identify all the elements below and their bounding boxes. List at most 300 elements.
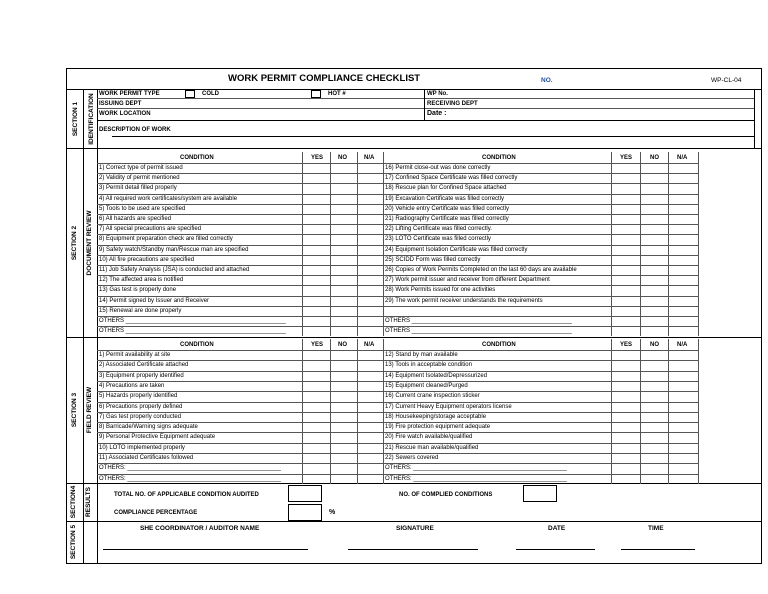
na-cell[interactable] <box>358 413 382 421</box>
yes-cell[interactable] <box>303 392 329 400</box>
no-cell[interactable] <box>641 164 667 172</box>
yes-cell[interactable] <box>303 464 329 472</box>
no-cell[interactable] <box>641 433 667 441</box>
condition-item-left: 5) Tools to be used are specified <box>99 205 186 212</box>
yes-header-left: YES <box>311 155 324 161</box>
yes-cell[interactable] <box>303 174 329 182</box>
coordinator-line[interactable] <box>103 549 308 550</box>
yes-cell[interactable] <box>303 433 329 441</box>
na-cell[interactable] <box>358 444 382 452</box>
condition-item-left: 15) Renewal are done properly <box>99 307 182 314</box>
yes-cell[interactable] <box>612 266 639 274</box>
na-cell[interactable] <box>358 351 382 359</box>
no-cell[interactable] <box>331 276 356 284</box>
compliance-percentage-box[interactable] <box>288 504 322 521</box>
yes-cell[interactable] <box>612 403 639 411</box>
no-cell[interactable] <box>331 205 356 213</box>
no-cell[interactable] <box>331 307 356 315</box>
condition-item-left: 8) Equipment preparation check are filled correctly <box>99 236 233 243</box>
no-cell[interactable] <box>641 266 667 274</box>
yes-cell[interactable] <box>612 225 639 233</box>
na-cell[interactable] <box>669 246 697 254</box>
receiving-dept-label: RECEIVING DEPT <box>427 101 478 107</box>
wp-number-label: WP No. <box>427 91 448 97</box>
no-cell[interactable] <box>641 246 667 254</box>
condition-item-right: 22) Lifting Certificate was filled correctly. <box>385 226 492 233</box>
yes-cell[interactable] <box>303 235 329 243</box>
no-cell[interactable] <box>641 215 667 223</box>
condition-item-left: 11) Job Safety Analysis (JSA) is conducted and attached <box>99 267 250 273</box>
na-cell[interactable] <box>358 433 382 441</box>
na-cell[interactable] <box>669 327 697 335</box>
condition-item-left: 12) The affected area is notified <box>99 277 184 284</box>
na-cell[interactable] <box>669 174 697 182</box>
yes-cell[interactable] <box>303 205 329 213</box>
condition-item-right: OTHERS: ______________________________________________ <box>385 475 567 482</box>
condition-item-left: 11) Associated Certificates followed <box>99 455 194 461</box>
condition-item-left: 3) Equipment properly identified <box>99 372 184 379</box>
condition-item-right: 20) Vehicle entry Certificate was filled correctly <box>385 205 510 212</box>
condition-item-right: 28) Work Permits issued for one activities <box>385 287 496 294</box>
form-title: WORK PERMIT COMPLIANCE CHECKLIST <box>228 73 421 84</box>
condition-item-right: 14) Equipment Isolated/Depressurized <box>385 372 488 379</box>
date-heading: DATE <box>548 525 566 532</box>
results-label: RESULTS <box>85 487 92 517</box>
condition-item-right: 27) Work permit issuer and receiver from different Department <box>385 277 550 284</box>
hot-label: HOT # <box>328 91 346 97</box>
na-cell[interactable] <box>669 256 697 264</box>
yes-cell[interactable] <box>612 475 639 483</box>
yes-cell[interactable] <box>612 413 639 421</box>
total-conditions-box[interactable] <box>288 485 322 502</box>
grid-header-line <box>97 163 698 164</box>
na-cell[interactable] <box>358 235 382 243</box>
yes-cell[interactable] <box>303 423 329 431</box>
no-cell[interactable] <box>641 361 667 369</box>
condition-header-right: CONDITION <box>482 342 516 348</box>
no-cell[interactable] <box>331 317 356 325</box>
no-cell[interactable] <box>641 225 667 233</box>
signature-label: SIGNATURE <box>396 525 434 532</box>
yes-cell[interactable] <box>612 423 639 431</box>
no-header-right: NO <box>650 155 659 161</box>
na-cell[interactable] <box>669 413 697 421</box>
permit-type-label: WORK PERMIT TYPE <box>99 91 160 97</box>
yes-cell[interactable] <box>612 327 639 335</box>
condition-item-left: 5) Hazards properly identified <box>99 393 178 400</box>
yes-cell[interactable] <box>303 413 329 421</box>
no-cell[interactable] <box>331 297 356 305</box>
yes-header-left: YES <box>311 342 324 348</box>
yes-cell[interactable] <box>303 184 329 192</box>
condition-item-left: 7) All special precautions are specified <box>99 226 202 233</box>
no-cell[interactable] <box>641 351 667 359</box>
condition-item-right: 18) Housekeeping/storage acceptable <box>385 413 487 420</box>
yes-cell[interactable] <box>303 351 329 359</box>
section4-label: SECTION4 <box>70 485 77 519</box>
na-cell[interactable] <box>358 297 382 305</box>
na-cell[interactable] <box>669 215 697 223</box>
no-cell[interactable] <box>641 413 667 421</box>
condition-header-left: CONDITION <box>180 155 214 161</box>
yes-cell[interactable] <box>303 327 329 335</box>
na-cell[interactable] <box>669 225 697 233</box>
na-cell[interactable] <box>358 225 382 233</box>
number-label: NO. <box>541 77 553 84</box>
condition-item-right: OTHERS ________________________________________________ <box>385 318 572 324</box>
no-cell[interactable] <box>331 413 356 421</box>
yes-cell[interactable] <box>612 174 639 182</box>
yes-cell[interactable] <box>612 351 639 359</box>
section3-divider <box>66 483 762 484</box>
condition-item-right: 20) Fire watch available/qualified <box>385 434 473 441</box>
yes-cell[interactable] <box>303 215 329 223</box>
no-cell[interactable] <box>641 317 667 325</box>
no-cell[interactable] <box>641 184 667 192</box>
condition-item-left: 2) Validity of permit mentioned <box>99 175 180 182</box>
na-cell[interactable] <box>669 351 697 359</box>
condition-item-right: 19) Fire protection equipment adequate <box>385 424 491 431</box>
na-cell[interactable] <box>669 317 697 325</box>
yes-cell[interactable] <box>303 256 329 264</box>
na-cell[interactable] <box>669 195 697 203</box>
work-location-label: WORK LOCATION <box>99 111 151 117</box>
no-cell[interactable] <box>641 372 667 380</box>
hot-checkbox[interactable] <box>311 90 321 98</box>
na-cell[interactable] <box>358 205 382 213</box>
na-cell[interactable] <box>358 246 382 254</box>
na-cell[interactable] <box>358 184 382 192</box>
na-cell[interactable] <box>358 392 382 400</box>
na-cell[interactable] <box>669 454 697 462</box>
no-cell[interactable] <box>641 276 667 284</box>
coordinator-label: SHE COORDINATOR / AUDITOR NAME <box>140 525 260 532</box>
condition-item-right: 21) Radiography Certificate was filled correctly <box>385 216 509 222</box>
no-cell[interactable] <box>331 382 356 390</box>
issuing-dept-label: ISSUING DEPT <box>99 101 142 107</box>
condition-item-left: 7) Gas test properly conducted <box>99 413 182 420</box>
section5-label: SECTION 5 <box>70 524 77 560</box>
yes-cell[interactable] <box>612 215 639 223</box>
no-cell[interactable] <box>331 454 356 462</box>
condition-item-left: 6) Precautions properly defined <box>99 403 183 410</box>
na-header-right: N/A <box>677 155 688 161</box>
no-cell[interactable] <box>641 327 667 335</box>
yes-cell[interactable] <box>612 235 639 243</box>
section2-label: SECTION 2 <box>71 225 78 261</box>
yes-cell[interactable] <box>303 297 329 305</box>
yes-cell[interactable] <box>303 246 329 254</box>
na-cell[interactable] <box>669 382 697 390</box>
date-label: Date : <box>427 110 447 117</box>
condition-header-left: CONDITION <box>180 342 214 348</box>
complied-conditions-label: NO. OF COMPLIED CONDITIONS <box>399 492 493 498</box>
grid-header-line <box>97 350 698 351</box>
no-cell[interactable] <box>331 195 356 203</box>
condition-item-right: 26) Copies of Work Permits Completed on the last 60 days are available <box>385 267 577 273</box>
yes-cell[interactable] <box>612 184 639 192</box>
no-cell[interactable] <box>641 382 667 390</box>
no-cell[interactable] <box>641 475 667 483</box>
yes-cell[interactable] <box>303 195 329 203</box>
no-cell[interactable] <box>641 403 667 411</box>
condition-item-left: OTHERS ________________________________________________ <box>99 328 286 335</box>
yes-cell[interactable] <box>303 454 329 462</box>
yes-cell[interactable] <box>612 361 639 369</box>
yes-cell[interactable] <box>303 475 329 483</box>
na-cell[interactable] <box>358 382 382 390</box>
yes-cell[interactable] <box>612 246 639 254</box>
condition-item-right: 21) Rescue man available/qualified <box>385 444 479 451</box>
no-cell[interactable] <box>641 205 667 213</box>
yes-cell[interactable] <box>303 403 329 411</box>
condition-item-right: OTHERS: ______________________________________________ <box>385 465 567 472</box>
time-line[interactable] <box>621 549 695 550</box>
na-cell[interactable] <box>358 423 382 431</box>
no-cell[interactable] <box>331 327 356 335</box>
no-cell[interactable] <box>331 235 356 243</box>
grid-row-line <box>383 306 698 307</box>
na-cell[interactable] <box>669 266 697 274</box>
no-cell[interactable] <box>641 286 667 294</box>
yes-cell[interactable] <box>612 164 639 172</box>
condition-item-left: 6) All hazards are specified <box>99 216 172 222</box>
yes-cell[interactable] <box>612 392 639 400</box>
na-header-right: N/A <box>677 342 688 348</box>
form-code: WP-CL-04 <box>711 77 742 84</box>
na-cell[interactable] <box>358 327 382 335</box>
condition-item-right: 12) Stand by man available <box>385 352 458 358</box>
na-cell[interactable] <box>669 235 697 243</box>
time-heading: TIME <box>648 525 664 532</box>
yes-cell[interactable] <box>612 433 639 441</box>
na-cell[interactable] <box>358 454 382 462</box>
no-cell[interactable] <box>641 423 667 431</box>
yes-cell[interactable] <box>612 256 639 264</box>
condition-item-right: 25) SCIDD Form was filled correctly <box>385 256 481 263</box>
na-cell[interactable] <box>669 297 697 305</box>
na-cell[interactable] <box>669 361 697 369</box>
na-cell[interactable] <box>669 205 697 213</box>
cold-checkbox[interactable] <box>185 90 195 98</box>
grid-column-line <box>698 152 699 336</box>
condition-item-left: 10) All fire precautions are specified <box>99 256 195 263</box>
yes-cell[interactable] <box>303 276 329 284</box>
na-cell[interactable] <box>669 444 697 452</box>
na-cell[interactable] <box>358 403 382 411</box>
condition-item-right: 17) Confined Space Certificate was filled correctly <box>385 175 518 182</box>
no-header-left: NO <box>338 342 347 348</box>
condition-item-left: 4) All required work certificates/system are available <box>99 195 238 202</box>
no-cell[interactable] <box>331 361 356 369</box>
no-cell[interactable] <box>641 297 667 305</box>
no-cell[interactable] <box>641 392 667 400</box>
yes-header-right: YES <box>620 155 633 161</box>
na-cell[interactable] <box>358 475 382 483</box>
na-cell[interactable] <box>669 433 697 441</box>
condition-item-right: 24) Equipment Isolation Certificate was filled correctly <box>385 246 528 253</box>
na-cell[interactable] <box>358 286 382 294</box>
condition-item-right: 19) Excavation Certificate was filled correctly <box>385 195 505 202</box>
na-cell[interactable] <box>669 475 697 483</box>
document-review-label: DOCUMENT REVIEW <box>86 210 93 276</box>
na-cell[interactable] <box>358 317 382 325</box>
yes-cell[interactable] <box>612 454 639 462</box>
section4-divider <box>66 521 762 522</box>
grid-column-line <box>698 339 699 484</box>
no-cell[interactable] <box>641 464 667 472</box>
no-cell[interactable] <box>331 266 356 274</box>
condition-item-left: 13) Gas test is properly done <box>99 287 177 294</box>
condition-item-left: 1) Correct type of permit issued <box>99 165 183 171</box>
no-cell[interactable] <box>331 351 356 359</box>
yes-cell[interactable] <box>612 317 639 325</box>
condition-item-left: 8) Barricade/Warning signs adequate <box>99 424 198 431</box>
yes-cell[interactable] <box>303 286 329 294</box>
condition-item-left: 4) Precautions are taken <box>99 382 165 389</box>
na-header-left: N/A <box>364 155 375 161</box>
title-divider <box>66 89 762 90</box>
condition-header-right: CONDITION <box>482 155 516 161</box>
yes-cell[interactable] <box>303 361 329 369</box>
condition-item-right: 16) Permit close-out was done correctly <box>385 165 491 171</box>
yes-cell[interactable] <box>612 382 639 390</box>
no-cell[interactable] <box>331 225 356 233</box>
na-cell[interactable] <box>669 464 697 472</box>
condition-item-left: 9) Personal Protective Equipment adequate <box>99 434 216 441</box>
no-cell[interactable] <box>331 215 356 223</box>
condition-item-right: 13) Tools in acceptable condition <box>385 362 472 369</box>
yes-cell[interactable] <box>612 444 639 452</box>
condition-item-left: 1) Permit availability at site <box>99 352 171 358</box>
na-cell[interactable] <box>669 184 697 192</box>
no-cell[interactable] <box>331 464 356 472</box>
no-cell[interactable] <box>331 423 356 431</box>
complied-conditions-box[interactable] <box>523 485 557 502</box>
no-cell[interactable] <box>331 372 356 380</box>
yes-cell[interactable] <box>303 372 329 380</box>
no-cell[interactable] <box>331 286 356 294</box>
no-cell[interactable] <box>331 184 356 192</box>
no-header-left: NO <box>338 155 347 161</box>
date-line[interactable] <box>516 549 595 550</box>
condition-item-right: 23) LOTO Certificate was filled correctly <box>385 236 491 243</box>
no-header-right: NO <box>650 342 659 348</box>
no-cell[interactable] <box>331 164 356 172</box>
total-conditions-label: TOTAL NO. OF APPLICABLE CONDITION AUDITED <box>114 492 259 498</box>
yes-cell[interactable] <box>303 266 329 274</box>
section1-label: SECTION 1 <box>72 101 79 137</box>
condition-item-left: OTHERS: ______________________________________________ <box>99 475 281 482</box>
na-header-left: N/A <box>364 342 375 348</box>
yes-cell[interactable] <box>303 164 329 172</box>
condition-item-right: 17) Current Heavy Equipment operators license <box>385 403 512 410</box>
na-cell[interactable] <box>669 276 697 284</box>
no-cell[interactable] <box>331 256 356 264</box>
section2-divider <box>66 337 762 338</box>
na-cell[interactable] <box>669 423 697 431</box>
condition-item-right: 22) Sewers covered <box>385 455 439 461</box>
na-cell[interactable] <box>669 286 697 294</box>
identification-label: IDENTIFICATION <box>88 93 95 145</box>
yes-cell[interactable] <box>303 225 329 233</box>
na-cell[interactable] <box>669 403 697 411</box>
condition-item-left: 14) Permit signed by Issuer and Receiver <box>99 297 210 304</box>
yes-cell[interactable] <box>612 372 639 380</box>
na-cell[interactable] <box>358 307 382 315</box>
condition-item-left: 3) Permit detail filled properly <box>99 185 177 192</box>
no-cell[interactable] <box>331 444 356 452</box>
no-cell[interactable] <box>331 475 356 483</box>
condition-item-right: 29) The work permit receiver understands the requirements <box>385 297 543 304</box>
yes-cell[interactable] <box>612 205 639 213</box>
na-cell[interactable] <box>669 392 697 400</box>
yes-cell[interactable] <box>303 382 329 390</box>
yes-cell[interactable] <box>612 276 639 284</box>
condition-item-left: OTHERS: ______________________________________________ <box>99 465 281 472</box>
condition-item-right: OTHERS ________________________________________________ <box>385 328 572 335</box>
no-cell[interactable] <box>331 392 356 400</box>
description-label: DESCRIPTION OF WORK <box>99 127 171 133</box>
condition-item-right: 18) Rescue plan for Confined Space attached <box>385 185 507 192</box>
no-cell[interactable] <box>641 195 667 203</box>
compliance-percentage-label: COMPLIANCE PERCENTAGE <box>114 510 198 516</box>
no-cell[interactable] <box>331 174 356 182</box>
yes-cell[interactable] <box>612 286 639 294</box>
na-cell[interactable] <box>358 361 382 369</box>
cold-label: COLD <box>202 91 219 97</box>
no-cell[interactable] <box>641 454 667 462</box>
no-cell[interactable] <box>331 403 356 411</box>
no-cell[interactable] <box>331 246 356 254</box>
na-cell[interactable] <box>358 174 382 182</box>
na-cell[interactable] <box>358 266 382 274</box>
section1-divider <box>66 148 762 149</box>
yes-cell[interactable] <box>612 464 639 472</box>
condition-item-left: OTHERS ________________________________________________ <box>99 318 286 324</box>
na-cell[interactable] <box>358 372 382 380</box>
na-cell[interactable] <box>358 164 382 172</box>
na-cell[interactable] <box>669 164 697 172</box>
na-cell[interactable] <box>358 215 382 223</box>
signature-line[interactable] <box>348 549 478 550</box>
section-column-divider <box>83 89 84 564</box>
condition-item-right: 15) Equipment cleaned/Purged <box>385 382 468 389</box>
na-cell[interactable] <box>358 256 382 264</box>
yes-cell[interactable] <box>612 195 639 203</box>
no-cell[interactable] <box>641 235 667 243</box>
yes-cell[interactable] <box>303 444 329 452</box>
section3-label: SECTION 3 <box>71 392 78 428</box>
condition-item-left: 10) LOTO implemented properly <box>99 444 185 451</box>
condition-item-left: 9) Safety watch/Standby man/Rescue man are specified <box>99 246 249 253</box>
no-cell[interactable] <box>641 174 667 182</box>
yes-header-right: YES <box>620 342 633 348</box>
no-cell[interactable] <box>331 433 356 441</box>
na-cell[interactable] <box>669 372 697 380</box>
na-cell[interactable] <box>358 276 382 284</box>
condition-item-right: 16) Current crane inspection sticker <box>385 393 480 400</box>
yes-cell[interactable] <box>303 307 329 315</box>
na-cell[interactable] <box>358 464 382 472</box>
no-cell[interactable] <box>641 256 667 264</box>
condition-item-left: 2) Associated Certificate attached <box>99 362 189 369</box>
yes-cell[interactable] <box>303 317 329 325</box>
na-cell[interactable] <box>358 195 382 203</box>
percent-sign: % <box>329 509 336 516</box>
yes-cell[interactable] <box>612 297 639 305</box>
no-cell[interactable] <box>641 444 667 452</box>
